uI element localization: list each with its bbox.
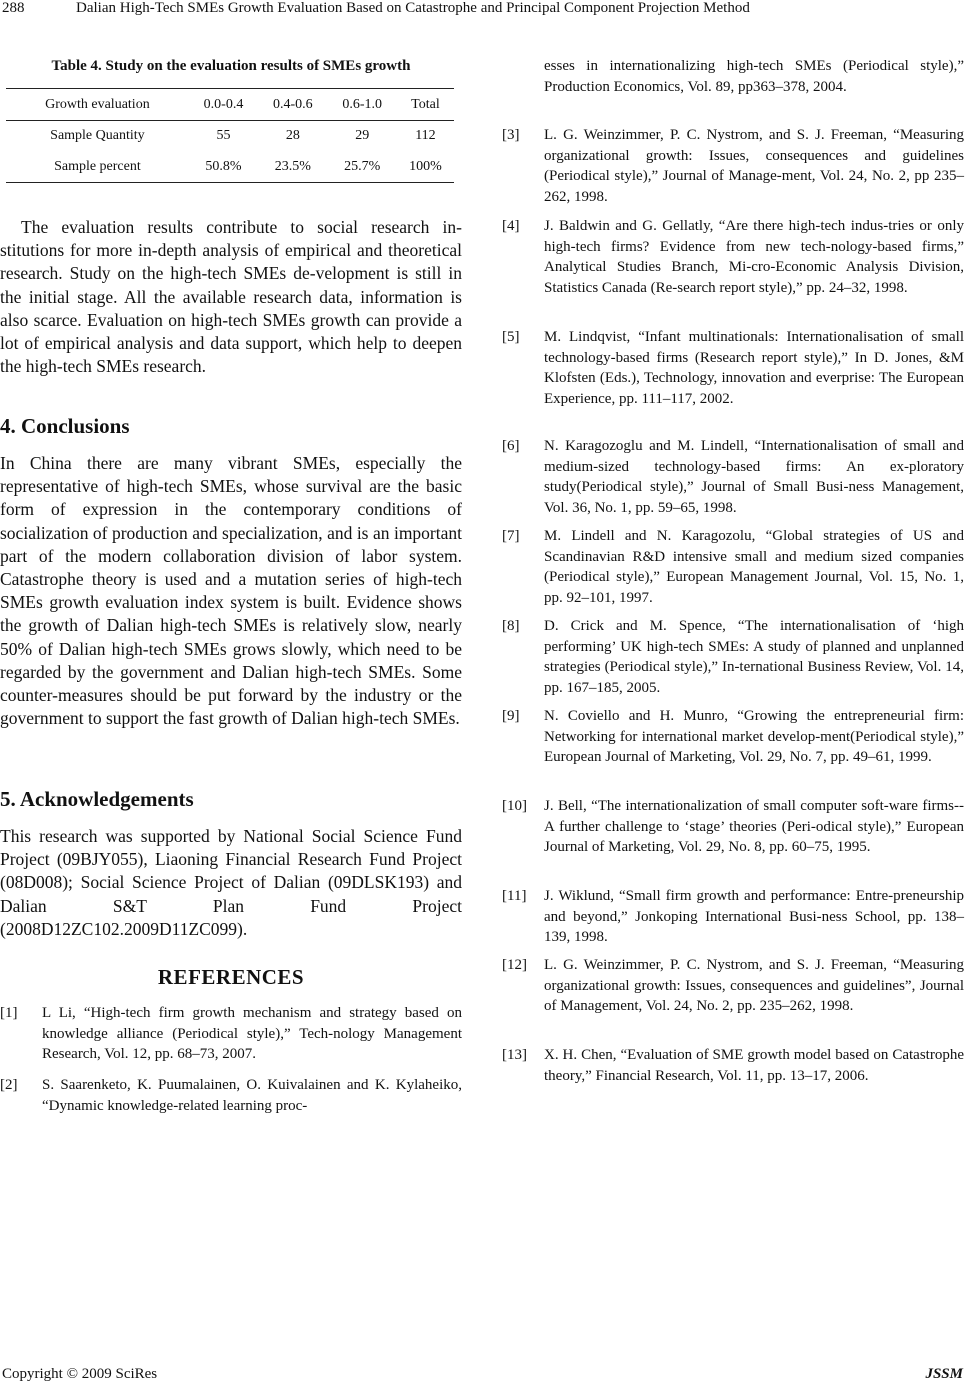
table-header-cell: 0.0-0.4 [189, 89, 258, 121]
reference-number: [8] [502, 618, 520, 634]
reference-number: [2] [0, 1077, 18, 1093]
reference-text: N. Coviello and H. Munro, “Growing the entrepreneurial firm: Networking for international market develop-ment(Periodical style),” European Journal of Marketing, Vol. 29, No. 7, pp. 49–61, 1999. [544, 708, 964, 766]
table-cell: 100% [397, 152, 454, 183]
table-row [6, 121, 454, 152]
table-header-cell: Growth evaluation [6, 89, 189, 121]
table-cell: 23.5% [258, 152, 327, 183]
table-cell: Sample Quantity [50, 128, 145, 144]
journal-abbreviation: JSSM [925, 1366, 963, 1382]
reference-text: S. Saarenketo, K. Puumalainen, O. Kuivalainen and K. Kylaheiko, “Dynamic knowledge-related learning proc- [42, 1077, 462, 1114]
reference-text: X. H. Chen, “Evaluation of SME growth model based on Catastrophe theory,” Financial Research, Vol. 11, pp. 13–17, 2006. [544, 1047, 964, 1084]
copyright-notice: Copyright © 2009 SciRes [2, 1366, 158, 1382]
reference-number: [3] [502, 127, 520, 143]
table-header-cell: Total [397, 89, 454, 121]
reference-number: [1] [0, 1005, 18, 1021]
reference-text: L. G. Weinzimmer, P. C. Nystrom, and S. J. Freeman, “Measuring organizational growth: Issues, consequences and guidelines”, Journal of Management, Vol. 24, No. 2, pp. 235–262, 1998. [544, 957, 964, 1015]
table-row [6, 152, 454, 183]
references-heading: REFERENCES [157, 965, 305, 989]
reference-text: M. Lindell and N. Karagozolu, “Global strategies of US and Scandinavian R&D intensive small and medium sized companies (Periodical style),” European Management Journal, Vol. 15, No. 1, pp. 92–101, 1997. [544, 528, 964, 606]
results-table [6, 88, 454, 183]
page-footer [0, 1366, 967, 1386]
reference-item [0, 1075, 462, 1117]
table-cell: 55 [216, 128, 231, 144]
table-cell: 50.8% [189, 152, 258, 183]
reference-number: [4] [502, 218, 520, 234]
conclusions-heading: 4. Conclusions [0, 414, 130, 438]
evaluation-paragraph: The evaluation results contribute to social research in-stitutions for more in-depth analysis of empirical and theoretical research. Study on the high-tech SMEs de-velopment is still in the initial stage. All the available research data, information is also scarce. Evaluation on high-tech SMEs growth can provide a lot of empirical analysis and data support, which help to deepen the high-tech SMEs research. [0, 217, 462, 377]
conclusions-text: In China there are many vibrant SMEs, especially the representative of high-tech SMEs, whose survival are the basic form of expression in the contemporary conditions of socialization of production and specialization, and is an important part of the modern collaboration division of labor system. Catastrophe theory is used and a mutation series of high-tech SMEs growth evaluation index system is built. Evidence shows the growth of Dalian high-tech SMEs is relatively slow, nearly 50% of Dalian high-tech SMEs grows slowly, which need to be regarded by the government and Dalian high-tech SMEs. Some counter-measures should be put forward by the industry or the government to support the fast growth of Dalian high-tech SMEs. [0, 453, 462, 729]
table-cell: 28 [285, 128, 300, 144]
reference-number: [9] [502, 708, 520, 724]
reference-number: [10] [502, 798, 527, 814]
acknowledgements-heading: 5. Acknowledgements [0, 787, 194, 811]
table-header-row [6, 89, 454, 121]
reference-text: esses in internationalizing high-tech SMEs (Periodical style),” Production Economics, Vol. 89, pp363–378, 2004. [544, 58, 964, 95]
table-cell: 29 [355, 128, 370, 144]
reference-number: [5] [502, 329, 520, 345]
page-header [0, 0, 967, 22]
reference-text: J. Baldwin and G. Gellatly, “Are there high-tech indus-tries or only high-tech firms? Evidence from new tech-nology-based firms,” Analytical Studies Branch, Mi-cro-Economic Analysis Division, Statistics Canada (Re-search report style),” pp. 24–32, 1998. [544, 218, 964, 296]
reference-number: [6] [502, 438, 520, 454]
reference-text: L. G. Weinzimmer, P. C. Nystrom, and S. J. Freeman, “Measuring organizational growth: Issues, consequences and guidelines (Periodical style),” Journal of Manage-ment, Vol. 24, No. 2, pp 235–262, 1998. [544, 127, 964, 205]
table-caption: Table 4. Study on the evaluation results of SMEs growth [51, 58, 411, 74]
table-cell: 112 [415, 128, 436, 144]
table-cell: Sample percent [6, 152, 189, 183]
reference-text: M. Lindqvist, “Infant multinationals: Internationalisation of small technology-based firms (Research report style),” In D. Jones, &M Klofsten (Eds.), Technology, innovation and everprise: The European Experience, pp. 111–117, 2002. [544, 329, 964, 407]
reference-number: [11] [502, 888, 527, 904]
table-cell: 25.7% [328, 152, 397, 183]
reference-text: L Li, “High-tech firm growth mechanism and strategy based on knowledge alliance (Periodical style),” Tech-nology Management Research, Vol. 12, pp. 68–73, 2007. [42, 1005, 462, 1063]
acknowledgements-text: This research was supported by National Social Science Fund Project (09BJY055), Liaoning Financial Research Fund Project (08D008); Social Science Project of Dalian (09DLSK193) and Dalian S&T Plan Fund Project (2008D12ZC102.2009D11ZC099). [0, 826, 462, 939]
reference-number: [13] [502, 1047, 527, 1063]
reference-number: [12] [502, 957, 527, 973]
reference-text: J. Bell, “The internationalization of small computer soft-ware firms--A further challenge to ‘stage’ theories (Peri-odical style),” European Journal of Marketing, Vol. 29, No. 8, pp. 60–75, 1995. [544, 798, 964, 856]
reference-item [0, 1003, 462, 1065]
page-number: 288 [2, 0, 25, 16]
table-header-cell: 0.4-0.6 [258, 89, 327, 121]
reference-text: D. Crick and M. Spence, “The internationalisation of ‘high performing’ UK high-tech SMEs: A study of planned and unplanned strategies (Periodical style),” In-ternational Business Review, Vol. 14, pp. 167–185, 2005. [544, 618, 964, 696]
table-header-cell: 0.6-1.0 [328, 89, 397, 121]
running-title: Dalian High-Tech SMEs Growth Evaluation Based on Catastrophe and Principal Component Projection Method [76, 0, 750, 16]
reference-number: [7] [502, 528, 520, 544]
reference-text: J. Wiklund, “Small firm growth and performance: Entre-preneurship and beyond,” Jonkoping International Busi-ness School, pp. 138–139, 1998. [544, 888, 964, 946]
reference-text: N. Karagozoglu and M. Lindell, “Internationalisation of small and medium-sized technology-based firms: An ex-ploratory study(Periodical style),” Journal of Small Busi-ness Management, Vol. 36, No. 1, pp. 59–65, 1998. [544, 438, 964, 516]
